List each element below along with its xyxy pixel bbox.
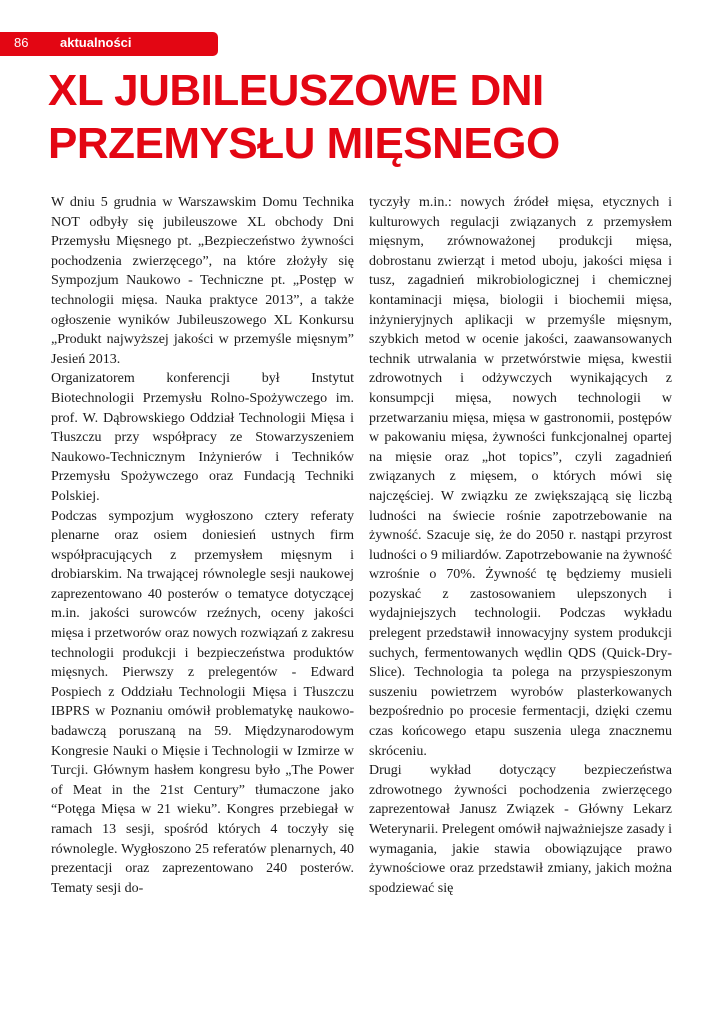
paragraph-organizer: Organizatorem konferencji był Instytut Biotechnologii Przemysłu Rolno-Spożywczego im. prof. W. Dąbrowskiego Oddział Technologii Mięsa i Tłuszczu przy współpracy ze Stowarzyszeniem Naukowo-Technicznym Inżynierów i Techników Przemysłu Spożywczego oraz Fundacją Techniki Polskiej. [51, 371, 354, 504]
article-column-left [51, 193, 354, 898]
section-label: aktualności [60, 35, 132, 50]
paragraph-congress-topics: tyczyły m.in.: nowych źródeł mięsa, etycznych i kulturowych regulacji związanych z przemysłem mięsnym, zrównoważonej produkcji mięsa, dobrostanu zwierząt i metod uboju, jakości mięsa i tusz, zagadnień mikrobiologicznej i chemicznej kontaminacji mięsa, biologii i biochemii mięsa, inżynieryjnych aplikacji w przemyśle mięsnym, szybkich metod w ocenie jakości, zaawansowanych technik utrwalania w przetwórstwie mięsa, kwestii zdrowotnych i odżywczych wynikających z konsumpcji mięsa, nowych technologii w przetwarzaniu mięsa, mięsa w gastronomii, postępów w pakowaniu mięsa, żywności funkcjonalnej opartej na mięsie oraz „hot topics”, czyli zagadnień związanych z mięsem, o których mówi się najczęściej. W związku ze zwiększającą się liczbą ludności na świecie rośnie zapotrzebowanie na żywność. Szacuje się, że do 2050 r. nastąpi przyrost ludności o 9 miliardów. Zapotrzebowanie na żywność wzrośnie o 70%. Żywność tę będziemy musieli pozyskać z zastosowaniem ulepszonych i wydajniejszych technologii. Podczas wykładu prelegent przedstawił innowacyjny system produkcji suchych, fermentowanych wędlin QDS (Quick-Dry-Slice). Technologia ta polega na przyspieszonym suszeniu powietrzem wyrobów plasterkowanych bezpośrednio po procesie fermentacji, dzięki czemu czas końcowego etapu suszenia ulega znacznemu skróceniu. [369, 195, 672, 759]
paragraph-intro: W dniu 5 grudnia w Warszawskim Domu Technika NOT odbyły się jubileuszowe XL obchody Dni Przemysłu Mięsnego pt. „Bezpieczeństwo żywności pochodzenia zwierzęcego”, na które złożyły się Sympozjum Naukowo - Techniczne pt. „Postęp w technologii mięsa. Nauka praktyce 2013”, a także ogłoszenie wyników Jubileuszowego XL Konkursu „Produkt najwyższej jakości w przemyśle mięsnym” Jesień 2013. [51, 195, 354, 367]
page-number: 86 [14, 35, 29, 50]
paragraph-symposium: Podczas sympozjum wygłoszono cztery referaty plenarne oraz osiem doniesień ustnych firm współpracujących z przemysłem mięsnym i drobiarskim. Na trwającej równolegle sesji naukowej zaprezentowano 40 posterów o tematyce dotyczącej m.in. jakości surowców rzeźnych, oceny jakości mięsa i przetworów oraz nowych rozwiązań z zakresu technologii produkcji i bezpieczeństwa produktów mięsnych. Pierwszy z prelegentów - Edward Pospiech z Oddziału Technologii Mięsa i Tłuszczu IBPRS w Poznaniu omówił problematykę naukowo-badawczą poruszaną na 59. Międzynarodowym Kongresie Nauki o Mięsie i Technologii w Izmirze w Turcji. Głównym hasłem kongresu było „The Power of Meat in the 21st Century” tłumaczone jako “Potęga Mięsa w 21 wieku”. Kongres przebiegał w ramach 13 sesji, spośród których 4 toczyły się równolegle. Wygłoszono 25 referatów plenarnych, 40 prezentacji oraz zaprezentowano 240 posterów. Tematy sesji do- [51, 508, 354, 896]
article-column-right [369, 193, 672, 898]
paragraph-second-lecture: Drugi wykład dotyczący bezpieczeństwa zdrowotnego żywności pochodzenia zwierzęcego zaprezentował Janusz Związek - Główny Lekarz Weterynarii. Prelegent omówił najważniejsze zasady i wymagania, jakie stawia obowiązujące prawo żywnościowe oraz przedstawił zmiany, jakich można spodziewać się [369, 763, 672, 896]
article-title-line-1: XL JUBILEUSZOWE DNI [48, 66, 544, 115]
article-title-line-2: PRZEMYSŁU MIĘSNEGO [48, 119, 560, 168]
article-title [48, 64, 698, 170]
